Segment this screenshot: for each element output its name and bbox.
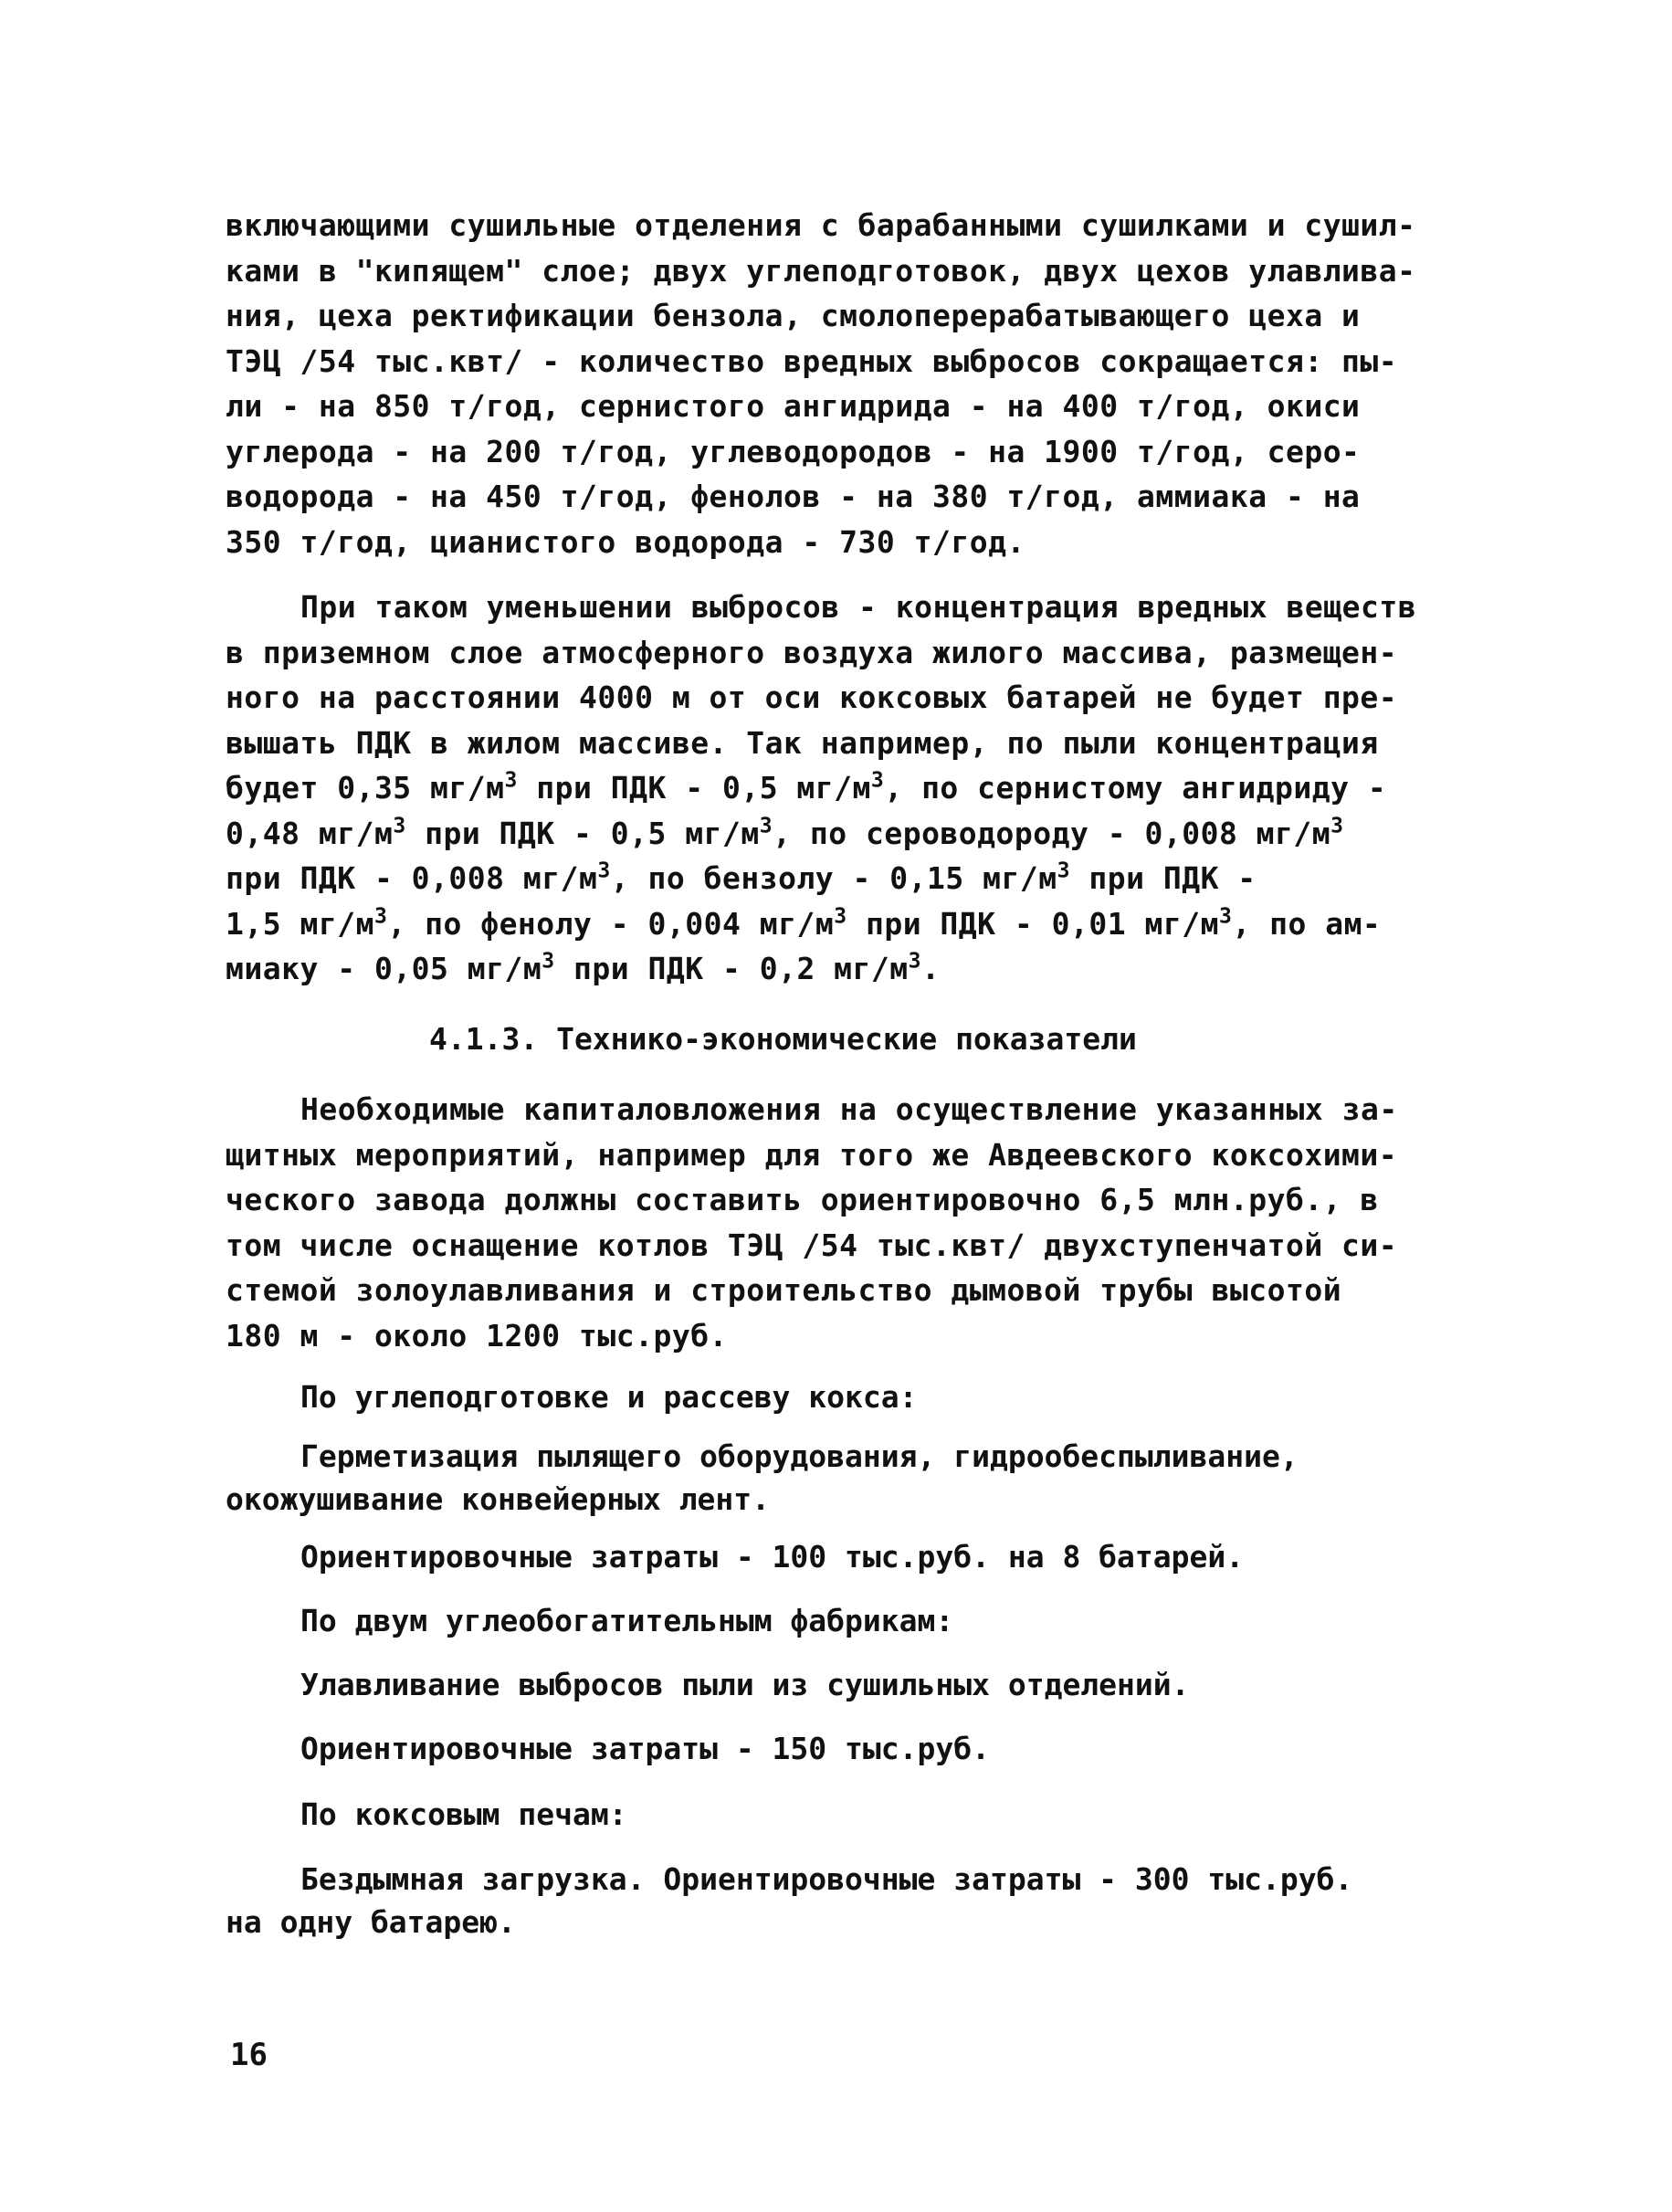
coke-preparation-measures-1: Герметизация пылящего оборудования, гидрообеспыливание,: [300, 1438, 1299, 1474]
coal-plants-title: По двум углеобогатительным фабрикам:: [300, 1603, 954, 1638]
text-line: миаку - 0,05 $мг/м^3$ при ПДК - 0,2 $мг/м^3$.: [226, 949, 941, 986]
text-line: ния, цеха ректификации бензола, смолоперерабатывающего цеха и: [226, 298, 1361, 333]
text-line: ками в "кипящем" слое; двух углеподготовок, двух цехов улавлива-: [226, 252, 1416, 289]
text-line: ТЭЦ /54 тыс.квт/ - количество вредных выбросов сокращается: пы-: [226, 342, 1398, 379]
coke-ovens-measures-2: на одну батарею.: [226, 1904, 516, 1940]
coke-preparation-title: По углеподготовке и рассеву кокса:: [300, 1379, 918, 1415]
paragraph-emissions-reduction: [226, 203, 1431, 564]
coke-ovens-title: По коксовым печам:: [300, 1796, 627, 1832]
text-line: 180 м - около 1200 тыс.руб.: [226, 1317, 728, 1354]
text-line: 0,48 $мг/м^3$ при ПДК - 0,5 $мг/м^3$, по сероводороду - 0,008 $мг/м^3$: [226, 813, 1344, 851]
text-line: водорода - на 450 т/год, фенолов - на 380 т/год, аммиака - на: [226, 479, 1361, 514]
coke-ovens-measures-1: Бездымная загрузка. Ориентировочные затраты - 300 тыс.руб.: [300, 1861, 1353, 1897]
coke-preparation-measures-2: окожушивание конвейерных лент.: [226, 1481, 771, 1517]
text-line: При таком уменьшении выбросов - концентрация вредных веществ: [300, 589, 1417, 625]
text-line: 1,5 $мг/м^3$, по фенолу - 0,004 $мг/м^3$ при ПДК - 0,01 $мг/м^3$, по ам-: [226, 903, 1382, 942]
text-line: ного на расстоянии 4000 м от оси коксовых батарей не будет пре-: [226, 679, 1398, 715]
text-line: том числе оснащение котлов ТЭЦ /54 тыс.квт/ двухступенчатой си-: [226, 1227, 1398, 1263]
text-line: вышать ПДК в жилом массиве. Так например, по пыли концентрация: [226, 724, 1379, 761]
section-heading: 4.1.3. Технико-экономические показатели: [429, 1021, 1137, 1057]
text-line: ческого завода должны составить ориентировочно 6,5 млн.руб., в: [226, 1182, 1379, 1217]
text-line: будет 0,35 $мг/м^3$ при ПДК - 0,5 $мг/м^3$, по сернистому ангидриду -: [226, 768, 1387, 806]
text-line: углерода - на 200 т/год, углеводородов - на 1900 т/год, серо-: [226, 433, 1361, 469]
coke-preparation-costs: Ориентировочные затраты - 100 тыс.руб. на 8 батарей.: [300, 1539, 1245, 1575]
text-line: щитных мероприятий, например для того же Авдеевского коксохими-: [226, 1136, 1398, 1173]
text-line: стемой золоулавливания и строительство дымовой трубы высотой: [226, 1272, 1342, 1308]
text-line: включающими сушильные отделения с барабанными сушилками и сушил-: [226, 207, 1416, 243]
text-line: ли - на 850 т/год, сернистого ангидрида - на 400 т/год, окиси: [226, 388, 1361, 424]
paragraph-concentrations: [226, 585, 1431, 992]
text-line: при ПДК - 0,008 $мг/м^3$, по бензолу - 0,15 $мг/м^3$ при ПДК -: [226, 858, 1257, 896]
coal-plants-measures: Улавливание выбросов пыли из сушильных отделений.: [300, 1667, 1190, 1702]
paragraph-capital-investment: [226, 1087, 1431, 1358]
text-line: Необходимые капиталовложения на осуществление указанных за-: [300, 1091, 1398, 1127]
text-line: 350 т/год, цианистого водорода - 730 т/год.: [226, 523, 1025, 560]
text-line: в приземном слое атмосферного воздуха жилого массива, размещен-: [226, 634, 1398, 670]
page-number: 16: [230, 2037, 268, 2073]
coal-plants-costs: Ориентировочные затраты - 150 тыс.руб.: [300, 1731, 990, 1766]
